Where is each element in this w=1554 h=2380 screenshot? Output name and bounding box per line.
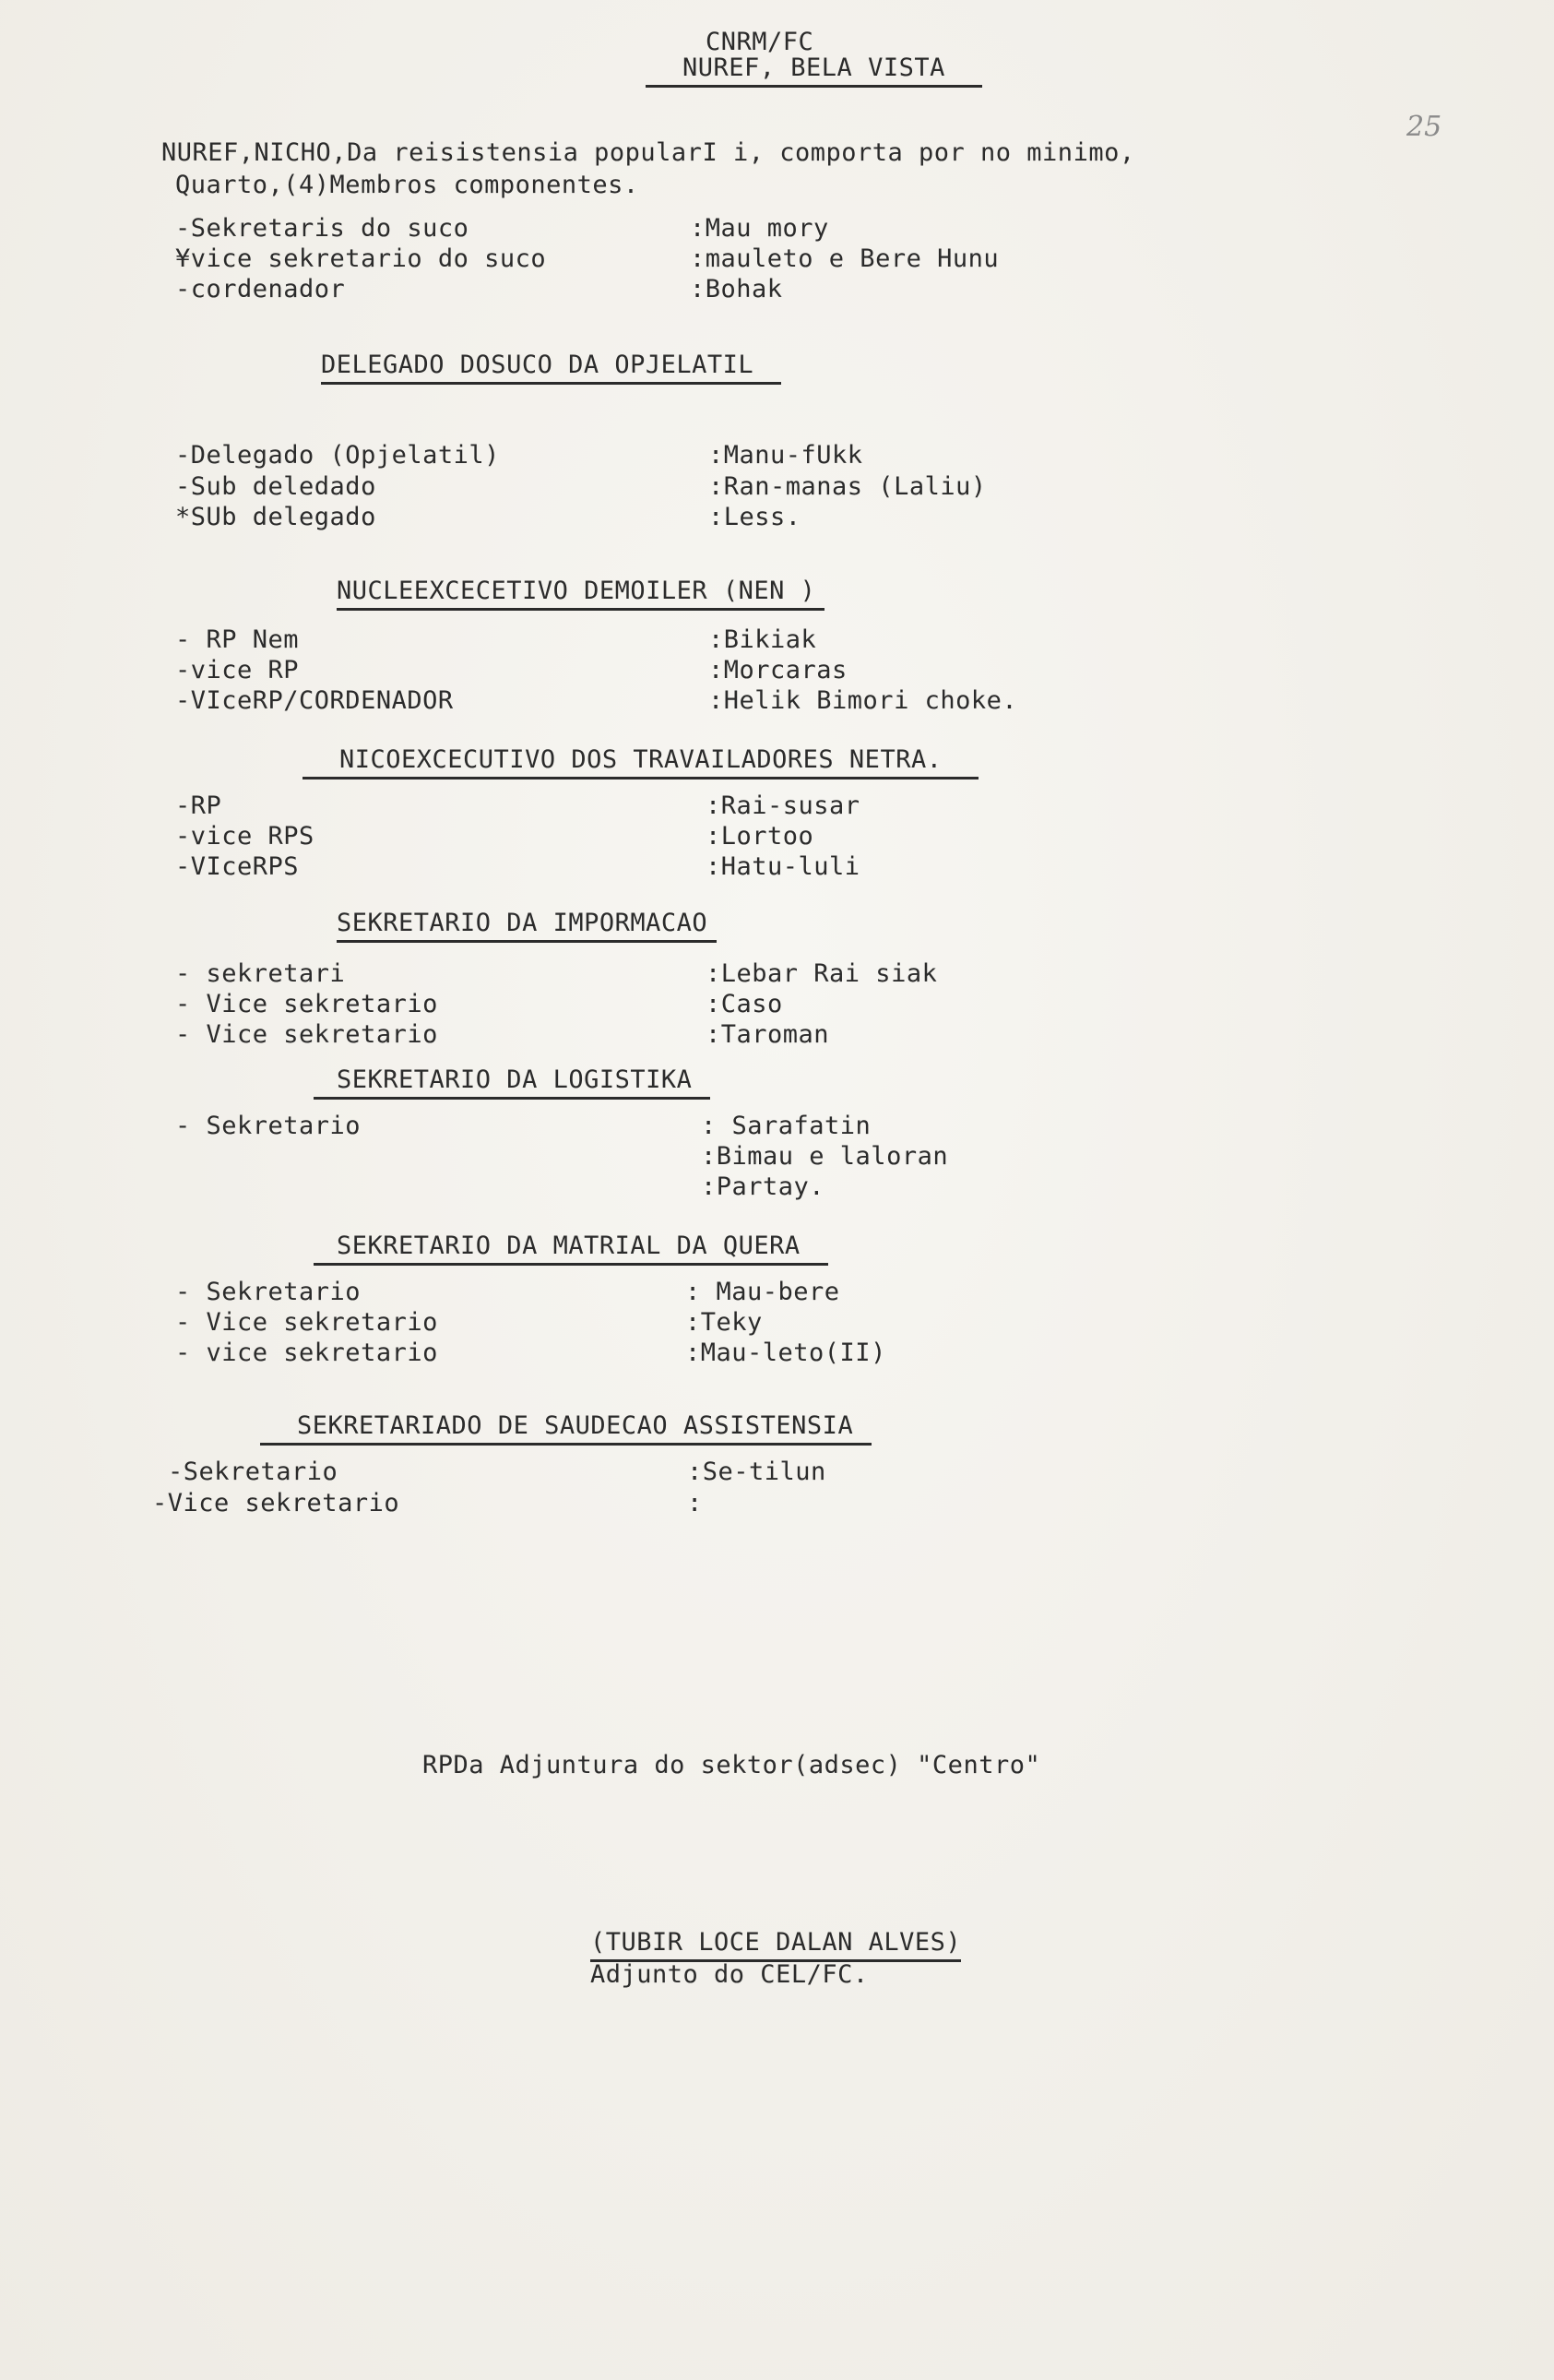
role-label: - Sekretario [175,1112,362,1140]
member-name: :Teky [685,1308,763,1337]
role-label: - Vice sekretario [175,1308,438,1337]
role-label: - Sekretario [175,1278,362,1306]
section-title: DELEGADO DOSUCO DA OPJELATIL [321,351,781,385]
member-name: :Manu-fUkk [708,441,863,470]
member-name: :Less. [708,503,801,531]
role-label: -Sub deledado [175,472,376,501]
role-label: -Vice sekretario [152,1489,400,1517]
member-name: :Bikiak [708,625,817,654]
member-name: :Ran-manas (Laliu) [708,472,987,501]
role-label: -Delegado (Opjelatil) [175,441,500,470]
role-label: - RP Nem [175,625,300,654]
role-label: *SUb delegado [175,503,376,531]
member-name: :Taroman [706,1020,830,1049]
member-name: : Sarafatin [701,1112,872,1140]
role-label: -vice RP [175,656,300,684]
role-label: -Sekretaris do suco [175,214,469,243]
role-label: -VIceRP/CORDENADOR [175,686,454,715]
section-title: SEKRETARIADO DE SAUDECAO ASSISTENSIA [260,1411,872,1446]
member-name: :Lebar Rai siak [706,959,938,988]
member-name: :Rai-susar [706,791,860,820]
member-name: :Caso [706,990,783,1018]
role-label: - vice sekretario [175,1339,438,1367]
member-name: :Mau mory [690,214,829,243]
role-label: -Sekretario [168,1458,338,1486]
role-label: - Vice sekretario [175,990,438,1018]
member-name: :Bimau e laloran [701,1142,949,1171]
role-label: -VIceRPS [175,852,300,881]
member-name: :Mau-leto(II) [685,1339,886,1367]
section-title: NICOEXCECUTIVO DOS TRAVAILADORES NETRA. [302,745,979,779]
role-label: -RP [175,791,222,820]
member-name: : [687,1489,703,1517]
member-name: :mauleto e Bere Hunu [690,244,1000,273]
role-label: - Vice sekretario [175,1020,438,1049]
member-name: :Lortoo [706,822,814,851]
role-label: -cordenador [175,275,346,303]
section-title: SEKRETARIO DA IMPORMACAO [337,909,717,943]
handwritten-page-number: 25 [1406,111,1442,143]
member-name: :Morcaras [708,656,848,684]
member-name: :Hatu-luli [706,852,860,881]
member-name: : Mau-bere [685,1278,840,1306]
member-name: :Partay. [701,1172,825,1201]
member-name: :Bohak [690,275,783,303]
role-label: -vice RPS [175,822,314,851]
footer-line: RPDa Adjuntura do sektor(adsec) "Centro" [422,1751,1041,1779]
role-label: - sekretari [175,959,346,988]
member-name: :Helik Bimori choke. [708,686,1018,715]
signature-title: Adjunto do CEL/FC. [590,1960,869,1989]
section-title: SEKRETARIO DA LOGISTIKA [314,1065,710,1100]
intro-line-2: Quarto,(4)Membros componentes. [175,171,639,199]
section-title: SEKRETARIO DA MATRIAL DA QUERA [314,1232,828,1266]
header-line-1: CNRM/FC [706,28,814,56]
section-title: NUCLEEXCECETIVO DEMOILER (NEN ) [337,577,824,611]
intro-line-1: NUREF,NICHO,Da reisistensia popularI i, comporta por no minimo, [161,138,1135,167]
member-name: :Se-tilun [687,1458,826,1486]
header-line-2: NUREF, BELA VISTA [646,54,982,88]
signature-name: (TUBIR LOCE DALAN ALVES) [590,1928,961,1962]
role-label: ¥vice sekretario do suco [175,244,547,273]
